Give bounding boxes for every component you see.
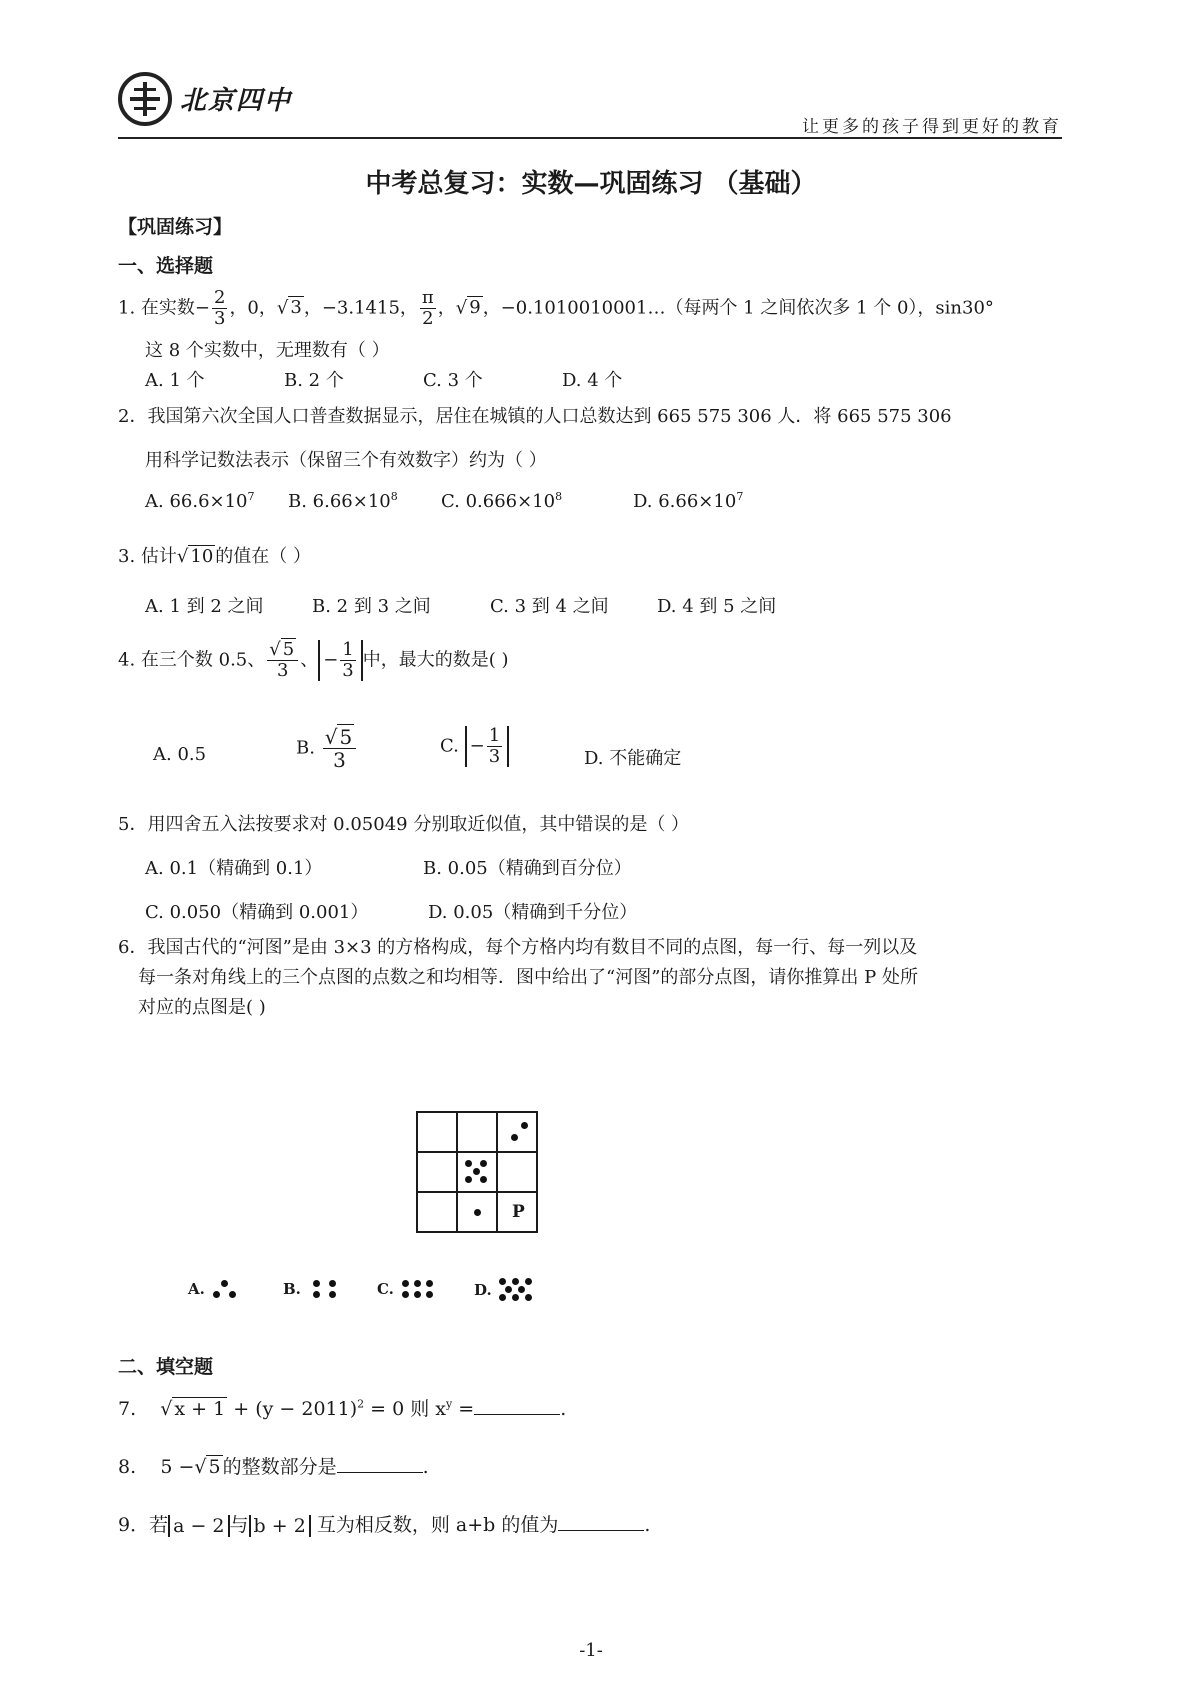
grid-cell <box>417 1192 457 1232</box>
q1-option-b: B. 2 个 <box>284 370 344 391</box>
q4-option-c: C. − $\frac{1}{3}$ <box>440 726 509 767</box>
q2-option-b: B. $6.66\times 10^8$ <box>288 490 398 512</box>
q1-option-c: C. 3 个 <box>423 370 483 391</box>
page-title: 中考总复习：实数—巩固练习 （基础） <box>365 169 817 199</box>
q5-option-c: C. 0.050（精确到 0.001） <box>145 902 369 923</box>
answer-blank[interactable] <box>474 1400 560 1415</box>
grid-cell <box>417 1112 457 1152</box>
q4-option-d: D. 不能确定 <box>584 748 682 769</box>
q1-option-a: A. 1 个 <box>145 370 205 391</box>
q4-option-a: A. 0.5 <box>153 744 207 765</box>
header-slogan: 让更多的孩子得到更好的教育 <box>802 117 1062 136</box>
q2-option-c: C. $0.666\times 10^8$ <box>441 490 563 512</box>
section-choice: 一、选择题 <box>118 255 214 277</box>
question-6: 6．我国古代的“河图”是由 3×3 的方格构成，每个方格内均有数目不同的点图，每一行、每一列以及 <box>118 937 918 958</box>
question-2: 2．我国第六次全国人口普查数据显示，居住在城镇的人口总数达到 665 575 306 人．将 665 575 306 <box>118 406 952 427</box>
question-1: 1. 在实数− $\frac{2}{3}$ ，0，√ 3 ，−3.1415， $\frac{\pi}{2}$ ，√ 9 ，−0.1010010001…（每两个 1 之间依次多 1 个 0），sin30° <box>118 287 994 329</box>
brand-name: 北京四中 <box>180 86 293 116</box>
q3-option-b: B. 2 到 3 之间 <box>312 596 431 617</box>
q6-option-b: B. <box>283 1278 341 1299</box>
q4-option-b: B. $\frac{√ 5}{3}$ <box>296 726 358 771</box>
q6-option-c: C. <box>377 1278 438 1299</box>
q3-option-d: D. 4 到 5 之间 <box>657 596 777 617</box>
question-4: 4. 在三个数 0.5、 $\frac{√ 5}{3}$ 、 − $\frac{1}{3}$ 中，最大的数是( ) <box>118 639 509 681</box>
question-2-line2: 用科学记数法表示（保留三个有效数字）约为（ ） <box>145 450 547 471</box>
q6-option-d: D. <box>474 1278 539 1302</box>
question-8: 8. 5 −√ 5 的整数部分是 . <box>118 1456 429 1478</box>
section-practice: 【巩固练习】 <box>118 216 233 238</box>
answer-blank[interactable] <box>558 1516 644 1531</box>
section-fill: 二、填空题 <box>118 1356 214 1378</box>
question-9: 9．若 a − 2 与 b + 2 互为相反数，则 a+b 的值为 . <box>118 1514 651 1537</box>
q3-option-a: A. 1 到 2 之间 <box>145 596 264 617</box>
q6-option-a: A. <box>188 1278 239 1299</box>
question-6-line2: 每一条对角线上的三个点图的点数之和均相等．图中给出了“河图”的部分点图，请你推算出 P 处所 <box>138 967 918 988</box>
grid-cell <box>417 1152 457 1192</box>
grid-cell <box>497 1152 537 1192</box>
q3-option-c: C. 3 到 4 之间 <box>490 596 609 617</box>
q5-option-d: D. 0.05（精确到千分位） <box>428 902 638 923</box>
p-label: P <box>512 1202 525 1222</box>
page-number: -1- <box>579 1640 603 1661</box>
q1-option-d: D. 4 个 <box>562 370 623 391</box>
q5-option-a: A. 0.1（精确到 0.1） <box>145 858 323 879</box>
question-6-line3: 对应的点图是( ) <box>138 997 266 1018</box>
grid-cell <box>497 1112 537 1152</box>
grid-cell-p <box>497 1192 537 1232</box>
grid-cell <box>457 1152 497 1192</box>
answer-blank[interactable] <box>337 1458 423 1473</box>
school-logo <box>118 72 172 126</box>
question-3: 3. 估计√ 10 的值在（ ） <box>118 546 312 567</box>
q2-option-d: D. $6.66\times 10^7$ <box>633 490 744 512</box>
grid-cell <box>457 1112 497 1152</box>
q5-option-b: B. 0.05（精确到百分位） <box>423 858 632 879</box>
grid-cell <box>457 1192 497 1232</box>
question-7: 7. √ $x + 1 + (y - 2011)^2 = 0$ 则 $x^y$ = . <box>118 1397 567 1420</box>
q2-option-a: A. $66.6\times 10^7$ <box>145 490 255 512</box>
header-divider <box>118 137 1062 139</box>
question-5: 5．用四舍五入法按要求对 0.05049 分别取近似值，其中错误的是（ ） <box>118 814 690 835</box>
hetu-grid <box>416 1111 538 1233</box>
question-1-line2: 这 8 个实数中，无理数有（ ） <box>145 340 390 361</box>
